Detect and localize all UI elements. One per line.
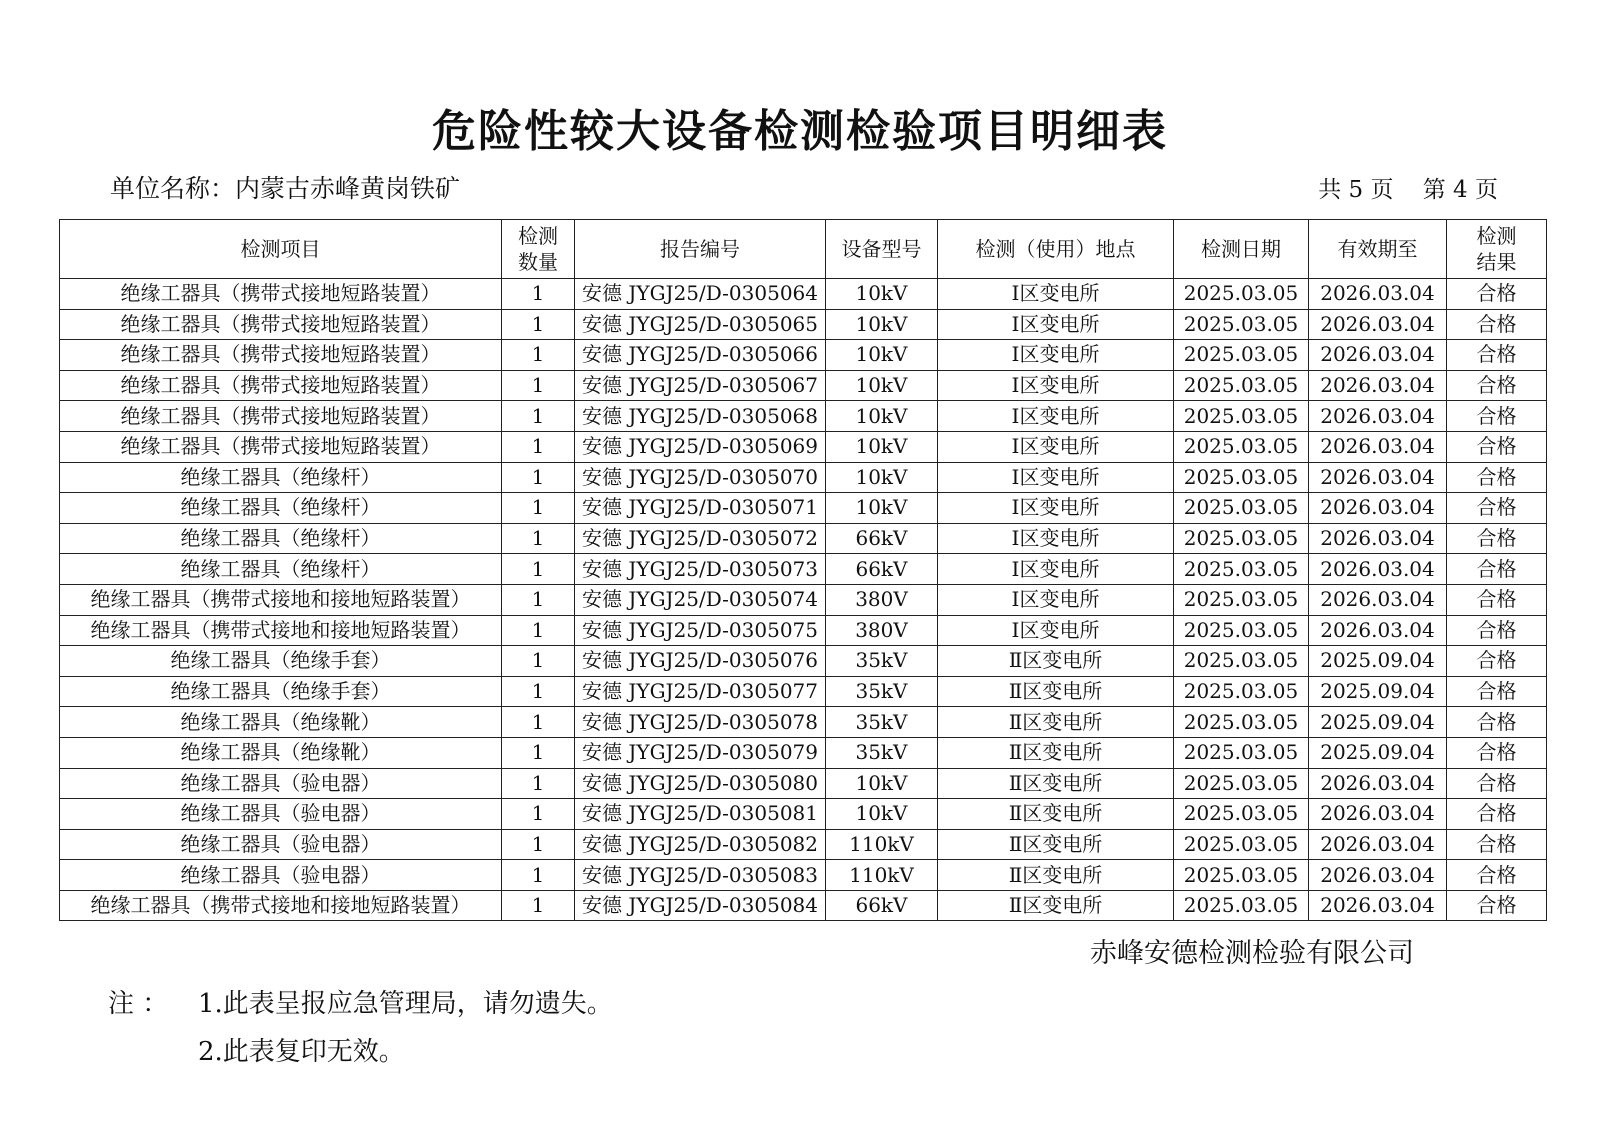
table-row [60, 737, 1547, 768]
cell-qty: 1 [502, 737, 575, 768]
cell-model: 35kV [826, 676, 938, 707]
cell-location: Ⅰ区变电所 [938, 279, 1174, 310]
issuing-company: 赤峰安德检测检验有限公司 [1090, 938, 1414, 969]
cell-qty: 1 [502, 768, 575, 799]
cell-project: 绝缘工器具（绝缘杆） [60, 554, 502, 585]
cell-date: 2025.03.05 [1174, 646, 1309, 677]
cell-report: 安德 JYGJ25/D-0305081 [575, 799, 826, 830]
cell-report: 安德 JYGJ25/D-0305070 [575, 462, 826, 493]
cell-qty: 1 [502, 829, 575, 860]
cell-valid: 2026.03.04 [1309, 401, 1447, 432]
cell-location: Ⅱ区变电所 [938, 799, 1174, 830]
cell-result: 合格 [1447, 737, 1547, 768]
cell-model: 10kV [826, 799, 938, 830]
cell-project: 绝缘工器具（绝缘靴） [60, 737, 502, 768]
table-row [60, 768, 1547, 799]
cell-location: Ⅱ区变电所 [938, 676, 1174, 707]
cell-location: Ⅰ区变电所 [938, 523, 1174, 554]
cell-date: 2025.03.05 [1174, 860, 1309, 891]
cell-report: 安德 JYGJ25/D-0305075 [575, 615, 826, 646]
table-row [60, 431, 1547, 462]
cell-model: 10kV [826, 401, 938, 432]
cell-valid: 2026.03.04 [1309, 523, 1447, 554]
cell-model: 66kV [826, 890, 938, 921]
cell-project: 绝缘工器具（携带式接地短路装置） [60, 309, 502, 340]
table-row [60, 615, 1547, 646]
cell-report: 安德 JYGJ25/D-0305066 [575, 340, 826, 371]
table-row [60, 860, 1547, 891]
table-row [60, 676, 1547, 707]
cell-valid: 2026.03.04 [1309, 799, 1447, 830]
unit-name: 单位名称：内蒙古赤峰黄岗铁矿 [110, 174, 461, 203]
cell-result: 合格 [1447, 462, 1547, 493]
cell-date: 2025.03.05 [1174, 584, 1309, 615]
cell-model: 66kV [826, 554, 938, 585]
cell-date: 2025.03.05 [1174, 707, 1309, 738]
cell-project: 绝缘工器具（携带式接地短路装置） [60, 340, 502, 371]
notes [108, 986, 613, 1082]
table-row [60, 799, 1547, 830]
cell-result: 合格 [1447, 676, 1547, 707]
header-report: 报告编号 [575, 220, 826, 279]
cell-project: 绝缘工器具（绝缘手套） [60, 676, 502, 707]
header-result: 检测 结果 [1447, 220, 1547, 279]
cell-qty: 1 [502, 309, 575, 340]
cell-valid: 2026.03.04 [1309, 584, 1447, 615]
cell-location: Ⅰ区变电所 [938, 431, 1174, 462]
cell-qty: 1 [502, 279, 575, 310]
cell-location: Ⅰ区变电所 [938, 493, 1174, 524]
cell-result: 合格 [1447, 370, 1547, 401]
cell-location: Ⅱ区变电所 [938, 737, 1174, 768]
table-row [60, 309, 1547, 340]
cell-valid: 2026.03.04 [1309, 370, 1447, 401]
page-indicator [1318, 174, 1498, 206]
cell-valid: 2026.03.04 [1309, 768, 1447, 799]
cell-report: 安德 JYGJ25/D-0305083 [575, 860, 826, 891]
cell-date: 2025.03.05 [1174, 340, 1309, 371]
document-title: 危险性较大设备检测检验项目明细表 [432, 106, 1168, 157]
cell-qty: 1 [502, 431, 575, 462]
table-header-row [60, 220, 1547, 279]
cell-report: 安德 JYGJ25/D-0305067 [575, 370, 826, 401]
header-qty: 检测 数量 [502, 220, 575, 279]
cell-valid: 2025.09.04 [1309, 646, 1447, 677]
cell-report: 安德 JYGJ25/D-0305073 [575, 554, 826, 585]
cell-date: 2025.03.05 [1174, 431, 1309, 462]
cell-report: 安德 JYGJ25/D-0305079 [575, 737, 826, 768]
cell-valid: 2026.03.04 [1309, 493, 1447, 524]
cell-model: 10kV [826, 309, 938, 340]
header-model: 设备型号 [826, 220, 938, 279]
cell-location: Ⅰ区变电所 [938, 309, 1174, 340]
cell-valid: 2026.03.04 [1309, 309, 1447, 340]
cell-result: 合格 [1447, 554, 1547, 585]
cell-location: Ⅱ区变电所 [938, 860, 1174, 891]
cell-project: 绝缘工器具（携带式接地短路装置） [60, 279, 502, 310]
cell-location: Ⅱ区变电所 [938, 829, 1174, 860]
cell-valid: 2026.03.04 [1309, 462, 1447, 493]
cell-report: 安德 JYGJ25/D-0305074 [575, 584, 826, 615]
table-row [60, 279, 1547, 310]
cell-report: 安德 JYGJ25/D-0305065 [575, 309, 826, 340]
note-label: 注 ： [108, 989, 169, 1019]
cell-report: 安德 JYGJ25/D-0305068 [575, 401, 826, 432]
cell-model: 380V [826, 584, 938, 615]
inspection-table [59, 219, 1547, 921]
table-row [60, 340, 1547, 371]
cell-report: 安德 JYGJ25/D-0305069 [575, 431, 826, 462]
cell-valid: 2026.03.04 [1309, 554, 1447, 585]
cell-project: 绝缘工器具（绝缘杆） [60, 493, 502, 524]
cell-report: 安德 JYGJ25/D-0305077 [575, 676, 826, 707]
header-project: 检测项目 [60, 220, 502, 279]
cell-qty: 1 [502, 340, 575, 371]
table-row [60, 829, 1547, 860]
cell-valid: 2026.03.04 [1309, 615, 1447, 646]
cell-qty: 1 [502, 707, 575, 738]
cell-qty: 1 [502, 493, 575, 524]
cell-date: 2025.03.05 [1174, 799, 1309, 830]
cell-project: 绝缘工器具（绝缘杆） [60, 462, 502, 493]
cell-valid: 2026.03.04 [1309, 890, 1447, 921]
cell-model: 10kV [826, 370, 938, 401]
cell-project: 绝缘工器具（携带式接地短路装置） [60, 370, 502, 401]
cell-project: 绝缘工器具（携带式接地和接地短路装置） [60, 890, 502, 921]
cell-result: 合格 [1447, 646, 1547, 677]
cell-result: 合格 [1447, 615, 1547, 646]
cell-report: 安德 JYGJ25/D-0305078 [575, 707, 826, 738]
cell-location: Ⅰ区变电所 [938, 370, 1174, 401]
cell-result: 合格 [1447, 584, 1547, 615]
cell-date: 2025.03.05 [1174, 401, 1309, 432]
cell-qty: 1 [502, 646, 575, 677]
cell-location: Ⅰ区变电所 [938, 340, 1174, 371]
cell-location: Ⅰ区变电所 [938, 584, 1174, 615]
cell-project: 绝缘工器具（验电器） [60, 768, 502, 799]
note-1: 1.此表呈报应急管理局，请勿遗失。 [198, 989, 613, 1019]
table-row [60, 707, 1547, 738]
cell-result: 合格 [1447, 707, 1547, 738]
cell-valid: 2025.09.04 [1309, 737, 1447, 768]
cell-date: 2025.03.05 [1174, 676, 1309, 707]
cell-location: Ⅱ区变电所 [938, 768, 1174, 799]
cell-date: 2025.03.05 [1174, 309, 1309, 340]
cell-report: 安德 JYGJ25/D-0305082 [575, 829, 826, 860]
cell-qty: 1 [502, 401, 575, 432]
cell-qty: 1 [502, 370, 575, 401]
cell-project: 绝缘工器具（携带式接地和接地短路装置） [60, 584, 502, 615]
cell-result: 合格 [1447, 799, 1547, 830]
cell-model: 110kV [826, 860, 938, 891]
page-total: 共 5 页 [1318, 177, 1394, 203]
table-row [60, 523, 1547, 554]
table-row [60, 493, 1547, 524]
cell-project: 绝缘工器具（验电器） [60, 829, 502, 860]
cell-qty: 1 [502, 799, 575, 830]
cell-project: 绝缘工器具（携带式接地和接地短路装置） [60, 615, 502, 646]
header-date: 检测日期 [1174, 220, 1309, 279]
cell-qty: 1 [502, 523, 575, 554]
cell-location: Ⅱ区变电所 [938, 707, 1174, 738]
cell-report: 安德 JYGJ25/D-0305080 [575, 768, 826, 799]
cell-project: 绝缘工器具（携带式接地短路装置） [60, 401, 502, 432]
cell-location: Ⅰ区变电所 [938, 401, 1174, 432]
cell-valid: 2026.03.04 [1309, 279, 1447, 310]
cell-project: 绝缘工器具（验电器） [60, 799, 502, 830]
cell-qty: 1 [502, 462, 575, 493]
cell-result: 合格 [1447, 523, 1547, 554]
cell-date: 2025.03.05 [1174, 462, 1309, 493]
cell-model: 66kV [826, 523, 938, 554]
cell-location: Ⅱ区变电所 [938, 646, 1174, 677]
cell-result: 合格 [1447, 860, 1547, 891]
cell-report: 安德 JYGJ25/D-0305084 [575, 890, 826, 921]
note-2: 2.此表复印无效。 [198, 1037, 405, 1067]
cell-model: 110kV [826, 829, 938, 860]
table-row [60, 554, 1547, 585]
cell-date: 2025.03.05 [1174, 523, 1309, 554]
cell-project: 绝缘工器具（绝缘靴） [60, 707, 502, 738]
cell-result: 合格 [1447, 431, 1547, 462]
cell-qty: 1 [502, 584, 575, 615]
cell-location: Ⅱ区变电所 [938, 890, 1174, 921]
cell-model: 35kV [826, 737, 938, 768]
cell-model: 35kV [826, 707, 938, 738]
table-row [60, 370, 1547, 401]
header-valid: 有效期至 [1309, 220, 1447, 279]
cell-model: 10kV [826, 431, 938, 462]
cell-date: 2025.03.05 [1174, 370, 1309, 401]
cell-qty: 1 [502, 554, 575, 585]
cell-result: 合格 [1447, 493, 1547, 524]
cell-result: 合格 [1447, 401, 1547, 432]
cell-qty: 1 [502, 676, 575, 707]
cell-result: 合格 [1447, 279, 1547, 310]
cell-model: 10kV [826, 768, 938, 799]
cell-date: 2025.03.05 [1174, 279, 1309, 310]
cell-result: 合格 [1447, 768, 1547, 799]
cell-model: 380V [826, 615, 938, 646]
cell-report: 安德 JYGJ25/D-0305064 [575, 279, 826, 310]
cell-report: 安德 JYGJ25/D-0305076 [575, 646, 826, 677]
table-row [60, 462, 1547, 493]
cell-model: 10kV [826, 340, 938, 371]
table-row [60, 401, 1547, 432]
cell-valid: 2025.09.04 [1309, 676, 1447, 707]
cell-date: 2025.03.05 [1174, 829, 1309, 860]
cell-valid: 2026.03.04 [1309, 431, 1447, 462]
cell-qty: 1 [502, 860, 575, 891]
cell-location: Ⅰ区变电所 [938, 554, 1174, 585]
header-location: 检测（使用）地点 [938, 220, 1174, 279]
cell-report: 安德 JYGJ25/D-0305072 [575, 523, 826, 554]
cell-qty: 1 [502, 615, 575, 646]
cell-date: 2025.03.05 [1174, 493, 1309, 524]
cell-location: Ⅰ区变电所 [938, 615, 1174, 646]
cell-valid: 2026.03.04 [1309, 829, 1447, 860]
table-row [60, 646, 1547, 677]
cell-result: 合格 [1447, 890, 1547, 921]
cell-project: 绝缘工器具（绝缘手套） [60, 646, 502, 677]
cell-project: 绝缘工器具（验电器） [60, 860, 502, 891]
cell-date: 2025.03.05 [1174, 615, 1309, 646]
cell-model: 10kV [826, 462, 938, 493]
cell-result: 合格 [1447, 829, 1547, 860]
table-row [60, 584, 1547, 615]
page-current: 第 4 页 [1422, 177, 1498, 203]
cell-date: 2025.03.05 [1174, 890, 1309, 921]
cell-date: 2025.03.05 [1174, 737, 1309, 768]
cell-report: 安德 JYGJ25/D-0305071 [575, 493, 826, 524]
cell-result: 合格 [1447, 340, 1547, 371]
cell-valid: 2025.09.04 [1309, 707, 1447, 738]
cell-qty: 1 [502, 890, 575, 921]
cell-model: 35kV [826, 646, 938, 677]
cell-project: 绝缘工器具（绝缘杆） [60, 523, 502, 554]
cell-valid: 2026.03.04 [1309, 340, 1447, 371]
cell-model: 10kV [826, 493, 938, 524]
cell-result: 合格 [1447, 309, 1547, 340]
cell-date: 2025.03.05 [1174, 554, 1309, 585]
cell-date: 2025.03.05 [1174, 768, 1309, 799]
cell-project: 绝缘工器具（携带式接地短路装置） [60, 431, 502, 462]
cell-valid: 2026.03.04 [1309, 860, 1447, 891]
cell-location: Ⅰ区变电所 [938, 462, 1174, 493]
table-row [60, 890, 1547, 921]
cell-model: 10kV [826, 279, 938, 310]
